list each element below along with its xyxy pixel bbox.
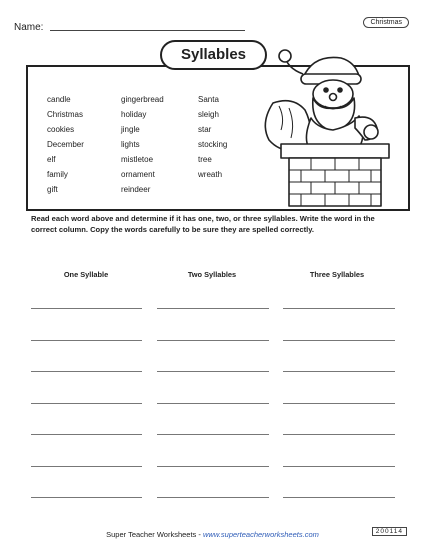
answer-line[interactable] bbox=[157, 497, 269, 498]
answer-line[interactable] bbox=[283, 340, 395, 341]
answer-line[interactable] bbox=[157, 434, 269, 435]
column-header-three-syllables: Three Syllables bbox=[309, 270, 365, 279]
answer-line[interactable] bbox=[283, 371, 395, 372]
answer-line[interactable] bbox=[283, 497, 395, 498]
word-item: reindeer bbox=[121, 185, 151, 194]
answer-line[interactable] bbox=[157, 308, 269, 309]
word-item: Santa bbox=[198, 95, 219, 104]
answer-line[interactable] bbox=[31, 308, 142, 309]
word-item: ornament bbox=[121, 170, 155, 179]
word-item: jingle bbox=[121, 125, 140, 134]
answer-line[interactable] bbox=[283, 466, 395, 467]
word-item: tree bbox=[198, 155, 212, 164]
footer-url[interactable]: www.superteacherworksheets.com bbox=[202, 530, 319, 539]
word-item: cookies bbox=[47, 125, 75, 134]
column-header-one-syllable: One Syllable bbox=[63, 270, 109, 279]
topic-badge: Christmas bbox=[363, 17, 409, 28]
word-item: holiday bbox=[121, 110, 147, 119]
name-field[interactable] bbox=[50, 30, 245, 31]
word-item: lights bbox=[121, 140, 140, 149]
footer-brand: Super Teacher Worksheets - bbox=[106, 530, 203, 539]
answer-line[interactable] bbox=[157, 371, 269, 372]
answer-line[interactable] bbox=[31, 403, 142, 404]
word-item: stocking bbox=[198, 140, 228, 149]
answer-line[interactable] bbox=[31, 371, 142, 372]
word-item: gift bbox=[47, 185, 58, 194]
page-title: Syllables bbox=[160, 40, 267, 70]
answer-line[interactable] bbox=[31, 340, 142, 341]
word-item: mistletoe bbox=[121, 155, 154, 164]
word-item: star bbox=[198, 125, 212, 134]
answer-line[interactable] bbox=[157, 466, 269, 467]
word-item: candle bbox=[47, 95, 71, 104]
word-item: gingerbread bbox=[121, 95, 164, 104]
word-item: wreath bbox=[198, 170, 223, 179]
worksheet-code: 200114 bbox=[372, 527, 407, 536]
answer-line[interactable] bbox=[283, 308, 395, 309]
answer-line[interactable] bbox=[31, 466, 142, 467]
footer bbox=[0, 530, 425, 539]
answer-line[interactable] bbox=[283, 403, 395, 404]
word-item: Christmas bbox=[47, 110, 84, 119]
answer-line[interactable] bbox=[31, 497, 142, 498]
word-item: sleigh bbox=[198, 110, 219, 119]
instructions: Read each word above and determine if it has one, two, or three syllables. Write the word in the correct column. Copy the words carefully to be sure they are spelled correctly. bbox=[31, 214, 375, 234]
santa-chimney-icon bbox=[255, 48, 405, 208]
word-item: elf bbox=[47, 155, 56, 164]
word-item: family bbox=[47, 170, 68, 179]
word-item: December bbox=[47, 140, 84, 149]
answer-line[interactable] bbox=[157, 403, 269, 404]
column-header-two-syllables: Two Syllables bbox=[187, 270, 237, 279]
answer-line[interactable] bbox=[157, 340, 269, 341]
name-label: Name: bbox=[14, 22, 44, 33]
answer-line[interactable] bbox=[31, 434, 142, 435]
answer-line[interactable] bbox=[283, 434, 395, 435]
